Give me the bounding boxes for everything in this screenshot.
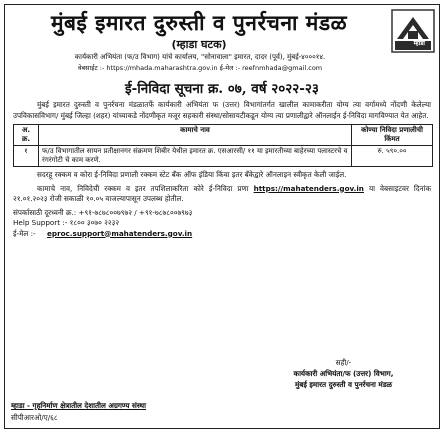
header-sr: अ. क्र.	[14, 125, 39, 146]
details-paragraph	[5, 184, 439, 205]
header	[5, 5, 439, 77]
header-work-name: कामाचे नाव	[39, 125, 352, 146]
table-row	[14, 146, 433, 167]
signature-block	[256, 357, 431, 390]
signature-sd: सही/-	[335, 358, 352, 367]
logo-caption: म्हाडा	[413, 40, 425, 47]
org-name: मुंबई इमारत दुरुस्ती व पुनर्रचना मंडळ	[50, 10, 348, 35]
intro-paragraph: मुंबई इमारत दुरुस्ती व पुनर्रचना मंडळातर्फे कार्यकारी अभियंता फ (उत्तर) विभागांतर्गत खालील कामाकरीता योग्य त्या वर्गामध्ये नोंदणी केलेल्या उपविकासविभाग/ मुंबई जिल्हा (शहर) यांच्याकडे नोंदणीकृत मजूर सहकारी संस्था/सोसायटीकडून योग्य त्या प्रणालीद्वारे ऑनलाईन ई-निविदा मागविण्यात येत आहेत.	[13, 100, 431, 120]
payment-paragraph: सदरहू रक्कम व कोरा ई-निविदा प्रणाली रक्कम स्टेट बँक ऑफ इंडिया किंवा इतर बँकेद्वारे ऑनलाइन स्वीकृत केली जाईल.	[37, 170, 347, 179]
notice-title: ई-निविदा सूचना क्र. ०७, वर्ष २०२२-२३	[125, 81, 319, 97]
email-label: ई-मेल :-	[13, 228, 36, 238]
table-header-row	[14, 125, 433, 146]
signature-line-1: कार्यकारी अभियंता/फ (उत्तर) विभाग,	[293, 369, 394, 378]
footer	[11, 400, 146, 424]
tender-portal-link[interactable]: https://mahatenders.gov.in	[253, 183, 364, 193]
notice-page	[4, 4, 440, 429]
row-sr: १	[14, 146, 39, 167]
works-table	[13, 124, 433, 167]
row-work-name: फ/उ विभागातील सायन प्रतीक्षानगर संक्रमण शिबीर येथील इमारत क्र. एसआरसी/ ११ या इमारतीच्या बाहेरच्या पलास्टरचे व रंगरंगोटी चे काम करणे.	[39, 146, 352, 167]
footer-code: सीपीआरओ/ए/६८	[11, 413, 58, 422]
row-price: रु. ५९०.००	[352, 146, 433, 167]
header-price: कोण्या निविदा प्रणालीची किंमत	[352, 125, 433, 146]
footer-tagline: म्हाडा - गृहनिर्माण क्षेत्रातील देशातील अग्रगण्य संस्था	[11, 401, 146, 410]
support-email-link[interactable]: eproc.support@mahatenders.gov.in	[47, 228, 193, 238]
office-address: कार्यकारी अभियंता (फ/उ विभाग) यांचे कार्यालय, "सोनावाला" इमारत, दादर (पूर्व), मुंबई-४०००१४.	[74, 53, 326, 61]
details-text-post: या वेबसाइटवर दिनांक २१.०१.२०२३ रोजी सकाळी १०.०५ वाजल्यापासून उपलब्ध होतील.	[13, 183, 431, 203]
contact-phone: संपर्कासाठी दूरध्वनी क्र.: +९१-७८७८००७९७२ / +९१-७८७८००७९७३	[13, 207, 193, 217]
details-text-pre: कामाचे नाव, निविदेची रक्कम व इतर तपशिलाकरिता कोरे ई-निविदा प्रणा	[37, 183, 249, 193]
signature-line-2: मुंबई इमारत दुरुस्ती व पुनर्रचना मंडळ	[294, 380, 393, 389]
org-subtitle: (म्हाडा घटक)	[171, 38, 227, 51]
email-line	[5, 229, 439, 240]
website-email: वेबसाईट :- https://mhada.maharashtra.gov.in ई-मेल :- reefnmhada@gmail.com	[77, 64, 323, 72]
help-support: Help Support :- १८०० ३०७० २२३२	[13, 218, 120, 227]
